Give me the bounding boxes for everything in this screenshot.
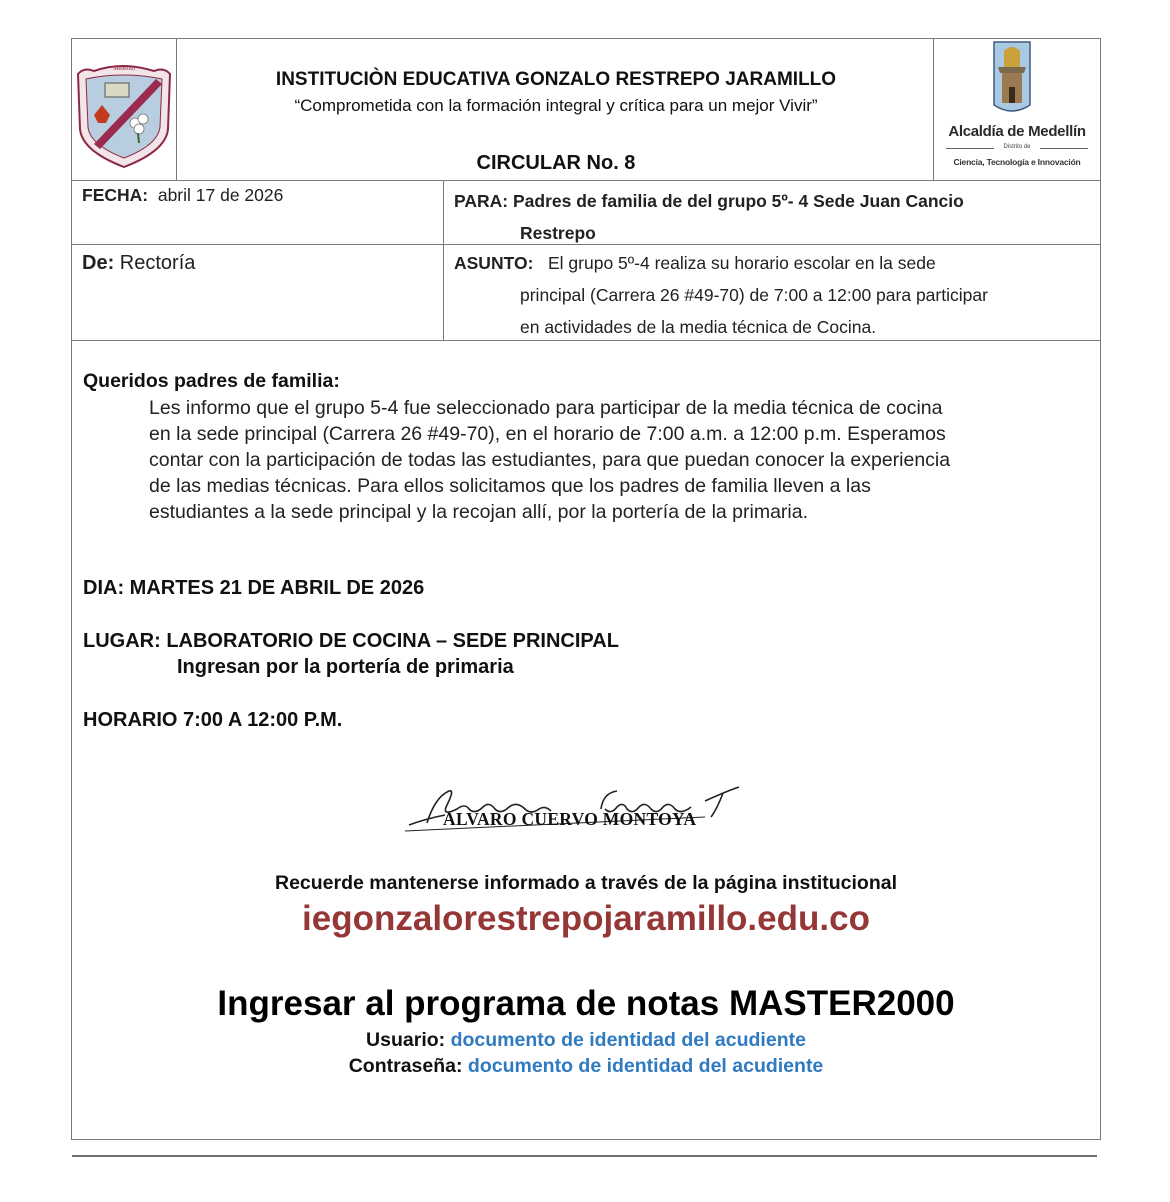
para-value-line1: Padres de familia de del grupo 5º- 4 Sede Juan Cancio: [513, 191, 964, 211]
signatory-name: ALVARO CUERVO MONTOYA: [443, 809, 697, 829]
event-schedule: HORARIO 7:00 A 12:00 P.M.: [83, 709, 343, 731]
asunto-label: ASUNTO:: [454, 253, 534, 273]
fecha-value: abril 17 de 2026: [157, 185, 284, 205]
school-crest-logo: [72, 39, 176, 180]
signature-block: [405, 779, 765, 837]
fecha-label: FECHA:: [82, 185, 149, 205]
alcaldia-subtitle: Ciencia, Tecnología e Innovación: [953, 157, 1081, 167]
contrasena-label: Contraseña:: [348, 1055, 463, 1077]
body-line: de las medias técnicas. Para ellos solicitamos que los padres de familia lleven a las: [149, 475, 871, 497]
institution-motto: “Comprometida con la formación integral y crítica para un mejor Vivir”: [294, 96, 818, 115]
body-line: estudiantes a la sede principal y la recojan allí, por la portería de la primaria.: [149, 501, 809, 523]
asunto-line2: principal (Carrera 26 #49-70) de 7:00 a 12:00 para participar: [520, 285, 988, 305]
body-line: en la sede principal (Carrera 26 #49-70), en el horario de 7:00 a.m. a 12:00 p.m. Esperamos: [149, 423, 946, 445]
info-row-de-asunto: [72, 244, 1100, 341]
institution-name: INSTITUCIÒN EDUCATIVA GONZALO RESTREPO JARAMILLO: [275, 69, 837, 90]
para-field: [454, 185, 1084, 249]
alcaldia-logo-cell: [933, 39, 1100, 180]
body-line: Les informo que el grupo 5-4 fue seleccionado para participar de la media técnica de cocina: [149, 397, 943, 419]
contrasena-value: documento de identidad del acudiente: [467, 1055, 824, 1077]
asunto-field: [454, 247, 1094, 343]
page-bottom-rule: [72, 1155, 1097, 1157]
circular-document: [71, 38, 1101, 1140]
column-divider: [443, 180, 444, 244]
school-crest-cell: [72, 39, 177, 180]
institution-website-link[interactable]: iegonzalorestrepojaramillo.edu.co: [302, 899, 870, 938]
usuario-line: [72, 1029, 1100, 1052]
event-day: DIA: MARTES 21 DE ABRIL DE 2026: [83, 577, 425, 599]
master2000-title: Ingresar al programa de notas MASTER2000: [217, 984, 955, 1023]
de-label: De:: [82, 252, 115, 274]
greeting: Queridos padres de familia:: [83, 370, 340, 392]
de-field: [82, 252, 195, 275]
event-place-detail: Ingresan por la portería de primaria: [177, 656, 514, 678]
crest-text: Medellín: [113, 66, 135, 72]
medellin-coat-of-arms-icon: [934, 39, 1100, 123]
document-header: [72, 39, 1100, 181]
asunto-line1: El grupo 5º-4 realiza su horario escolar en la sede: [548, 253, 936, 273]
body-line: contar con la participación de todas las estudiantes, para que puedan conocer la experiencia: [149, 449, 951, 471]
alcaldia-distrito: Distrito de: [942, 144, 1092, 150]
circular-number: CIRCULAR No. 8: [476, 152, 636, 174]
para-label: PARA:: [454, 191, 509, 211]
body-paragraph: [149, 395, 1089, 525]
fecha-field: [82, 185, 283, 206]
contrasena-line: [72, 1055, 1100, 1078]
info-row-fecha-para: [72, 180, 1100, 245]
event-place: LUGAR: LABORATORIO DE COCINA – SEDE PRINCIPAL: [83, 630, 619, 652]
asunto-line3: en actividades de la media técnica de Cocina.: [520, 317, 877, 337]
usuario-label: Usuario:: [366, 1029, 446, 1051]
column-divider: [443, 244, 444, 340]
de-value: Rectoría: [119, 252, 196, 274]
para-value-line2: Restrepo: [520, 223, 596, 243]
usuario-value: documento de identidad del acudiente: [450, 1029, 806, 1051]
reminder-text: Recuerde mantenerse informado a través de la página institucional: [274, 872, 898, 894]
alcaldia-title: Alcaldía de Medellín: [948, 123, 1086, 140]
